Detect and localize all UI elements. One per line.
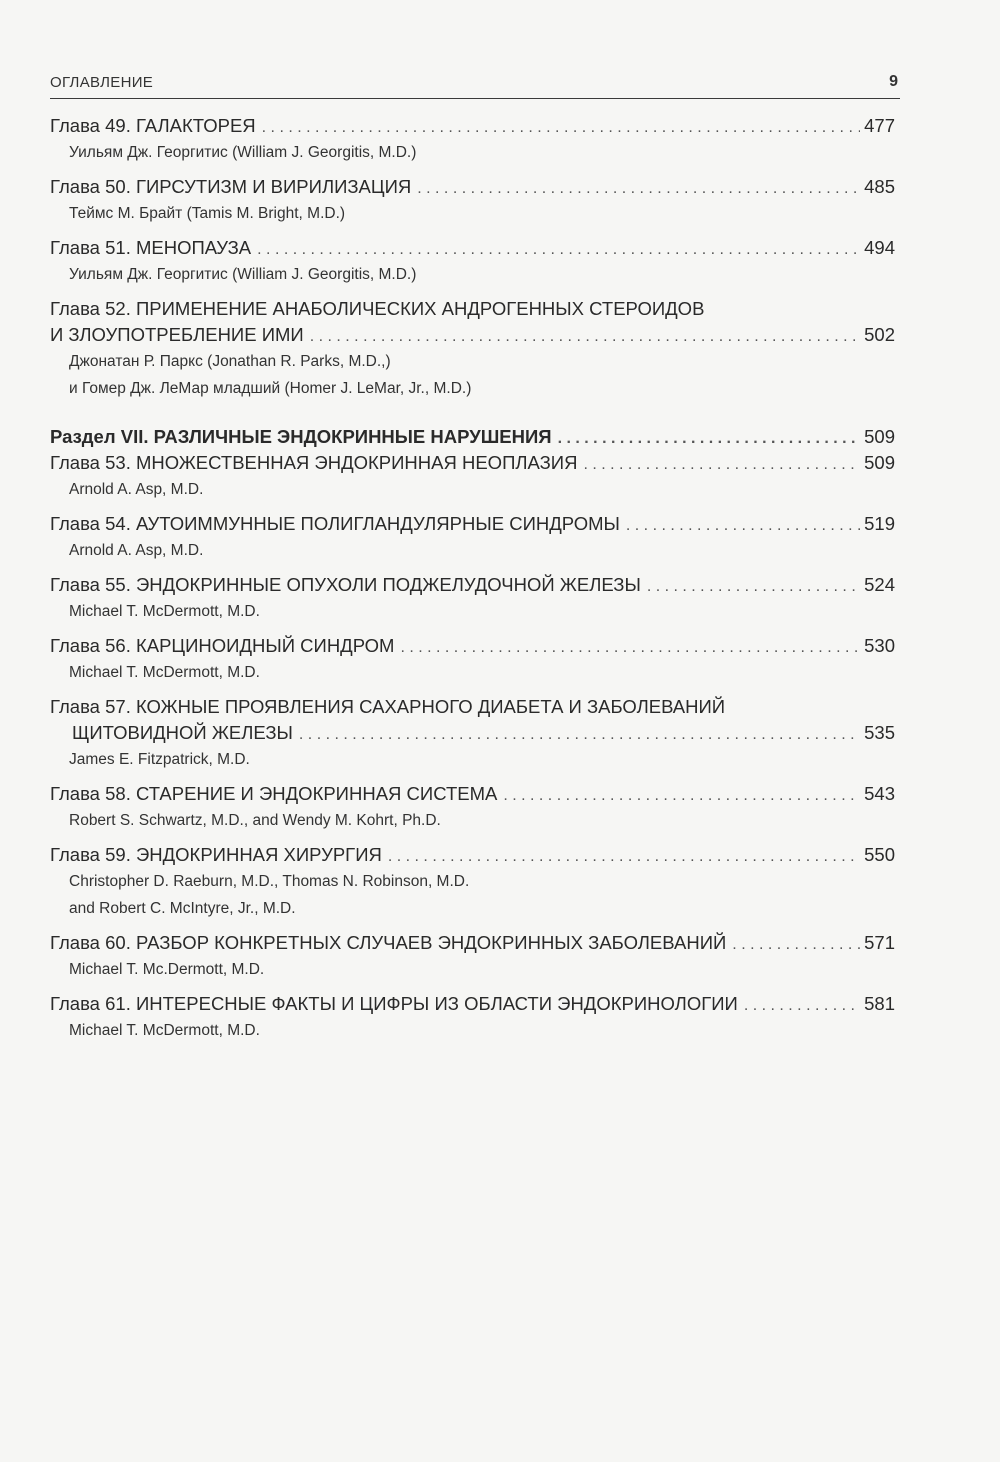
chapter-title: Глава 50. ГИРСУТИЗМ И ВИРИЛИЗАЦИЯ bbox=[50, 176, 412, 197]
chapter-title: Глава 60. РАЗБОР КОНКРЕТНЫХ СЛУЧАЕВ ЭНДОКРИННЫХ ЗАБОЛЕВАНИЙ bbox=[50, 932, 727, 953]
chapter-page: 494 bbox=[864, 237, 895, 258]
leader-dots bbox=[310, 324, 860, 350]
leader-dots bbox=[732, 932, 860, 958]
running-header bbox=[50, 72, 900, 99]
leader-dots bbox=[417, 176, 860, 202]
leader-dots bbox=[262, 115, 860, 141]
toc-line bbox=[50, 511, 895, 537]
toc-line bbox=[50, 633, 895, 659]
toc-line bbox=[50, 424, 895, 450]
chapter-author: и Гомер Дж. ЛеМар младший (Homer J. LeMar, Jr., M.D.) bbox=[69, 380, 472, 397]
chapter-page: 524 bbox=[864, 574, 895, 595]
chapter-author: Уильям Дж. Георгитис (William J. Georgitis, M.D.) bbox=[69, 144, 417, 161]
toc-entry-chapter-55[interactable] bbox=[50, 572, 895, 625]
chapter-title: Глава 53. МНОЖЕСТВЕННАЯ ЭНДОКРИННАЯ НЕОПЛАЗИЯ bbox=[50, 452, 578, 473]
chapter-author: Arnold A. Asp, M.D. bbox=[69, 542, 204, 559]
section-title: Раздел VII. РАЗЛИЧНЫЕ ЭНДОКРИННЫЕ НАРУШЕНИЯ bbox=[50, 426, 552, 447]
chapter-page: 543 bbox=[864, 783, 895, 804]
page-number: 9 bbox=[889, 73, 898, 90]
chapter-author: Michael T. McDermott, M.D. bbox=[69, 603, 260, 620]
chapter-title-continued: И ЗЛОУПОТРЕБЛЕНИЕ ИМИ bbox=[50, 324, 304, 345]
toc-entry-chapter-50[interactable] bbox=[50, 174, 895, 227]
chapter-author: and Robert C. McIntyre, Jr., M.D. bbox=[69, 900, 296, 917]
chapter-page: 535 bbox=[864, 722, 895, 743]
running-title: ОГЛАВЛЕНИЕ bbox=[50, 74, 154, 91]
table-of-contents bbox=[50, 113, 895, 1052]
chapter-author: Robert S. Schwartz, M.D., and Wendy M. Kohrt, Ph.D. bbox=[69, 812, 441, 829]
chapter-page: 550 bbox=[864, 844, 895, 865]
chapter-page: 571 bbox=[864, 932, 895, 953]
chapter-page: 485 bbox=[864, 176, 895, 197]
toc-line bbox=[50, 781, 895, 807]
toc-line bbox=[50, 322, 895, 348]
leader-dots bbox=[257, 237, 860, 263]
chapter-title-continued: ЩИТОВИДНОЙ ЖЕЛЕЗЫ bbox=[72, 722, 293, 743]
chapter-title: Глава 61. ИНТЕРЕСНЫЕ ФАКТЫ И ЦИФРЫ ИЗ ОБЛАСТИ ЭНДОКРИНОЛОГИИ bbox=[50, 993, 738, 1014]
chapter-author: Arnold A. Asp, M.D. bbox=[69, 481, 204, 498]
chapter-title: Глава 51. МЕНОПАУЗА bbox=[50, 237, 252, 258]
toc-entry-chapter-61[interactable] bbox=[50, 991, 895, 1044]
leader-dots bbox=[744, 993, 860, 1019]
chapter-page: 519 bbox=[864, 513, 895, 534]
chapter-author: Джонатан Р. Паркс (Jonathan R. Parks, M.D.,) bbox=[69, 353, 391, 370]
toc-entry-chapter-49[interactable] bbox=[50, 113, 895, 166]
chapter-title: Глава 52. ПРИМЕНЕНИЕ АНАБОЛИЧЕСКИХ АНДРОГЕННЫХ СТЕРОИДОВ bbox=[50, 298, 705, 319]
chapter-page: 502 bbox=[864, 324, 895, 345]
toc-entry-chapter-51[interactable] bbox=[50, 235, 895, 288]
toc-line bbox=[50, 450, 895, 476]
leader-dots bbox=[400, 635, 860, 661]
leader-dots bbox=[583, 452, 860, 478]
toc-entry-chapter-53[interactable] bbox=[50, 450, 895, 503]
toc-entry-chapter-59[interactable] bbox=[50, 842, 895, 922]
toc-entry-chapter-52[interactable] bbox=[50, 296, 895, 402]
leader-dots bbox=[626, 513, 860, 539]
toc-entry-chapter-58[interactable] bbox=[50, 781, 895, 834]
toc-line bbox=[50, 113, 895, 139]
chapter-author: Michael T. Mc.Dermott, M.D. bbox=[69, 961, 265, 978]
toc-line bbox=[50, 720, 895, 746]
chapter-page: 581 bbox=[864, 993, 895, 1014]
chapter-author: Michael T. McDermott, M.D. bbox=[69, 664, 260, 681]
chapter-title: Глава 58. СТАРЕНИЕ И ЭНДОКРИННАЯ СИСТЕМА bbox=[50, 783, 498, 804]
leader-dots bbox=[503, 783, 860, 809]
toc-entry-chapter-60[interactable] bbox=[50, 930, 895, 983]
toc-entry-chapter-54[interactable] bbox=[50, 511, 895, 564]
leader-dots bbox=[558, 426, 861, 452]
chapter-title: Глава 49. ГАЛАКТОРЕЯ bbox=[50, 115, 256, 136]
chapter-author: Уильям Дж. Георгитис (William J. Georgitis, M.D.) bbox=[69, 266, 417, 283]
toc-line bbox=[50, 991, 895, 1017]
toc-line bbox=[50, 842, 895, 868]
toc-line bbox=[50, 235, 895, 261]
toc-line bbox=[50, 572, 895, 598]
toc-section-7[interactable] bbox=[50, 424, 895, 450]
chapter-title: Глава 54. АУТОИММУННЫЕ ПОЛИГЛАНДУЛЯРНЫЕ СИНДРОМЫ bbox=[50, 513, 620, 534]
chapter-page: 530 bbox=[864, 635, 895, 656]
chapter-title: Глава 57. КОЖНЫЕ ПРОЯВЛЕНИЯ САХАРНОГО ДИАБЕТА И ЗАБОЛЕВАНИЙ bbox=[50, 696, 726, 717]
chapter-author: Christopher D. Raeburn, M.D., Thomas N. Robinson, M.D. bbox=[69, 873, 470, 890]
toc-line bbox=[50, 930, 895, 956]
chapter-author: James E. Fitzpatrick, M.D. bbox=[69, 751, 250, 768]
chapter-page: 477 bbox=[864, 115, 895, 136]
leader-dots bbox=[299, 722, 860, 748]
chapter-author: Теймс М. Брайт (Tamis M. Bright, M.D.) bbox=[69, 205, 346, 222]
section-page: 509 bbox=[864, 426, 895, 447]
chapter-title: Глава 59. ЭНДОКРИННАЯ ХИРУРГИЯ bbox=[50, 844, 382, 865]
leader-dots bbox=[647, 574, 860, 600]
chapter-title: Глава 56. КАРЦИНОИДНЫЙ СИНДРОМ bbox=[50, 635, 395, 656]
leader-dots bbox=[388, 844, 860, 870]
toc-line bbox=[50, 174, 895, 200]
toc-entry-chapter-56[interactable] bbox=[50, 633, 895, 686]
chapter-author: Michael T. McDermott, M.D. bbox=[69, 1022, 260, 1039]
toc-entry-chapter-57[interactable] bbox=[50, 694, 895, 773]
chapter-page: 509 bbox=[864, 452, 895, 473]
chapter-title: Глава 55. ЭНДОКРИННЫЕ ОПУХОЛИ ПОДЖЕЛУДОЧНОЙ ЖЕЛЕЗЫ bbox=[50, 574, 641, 595]
